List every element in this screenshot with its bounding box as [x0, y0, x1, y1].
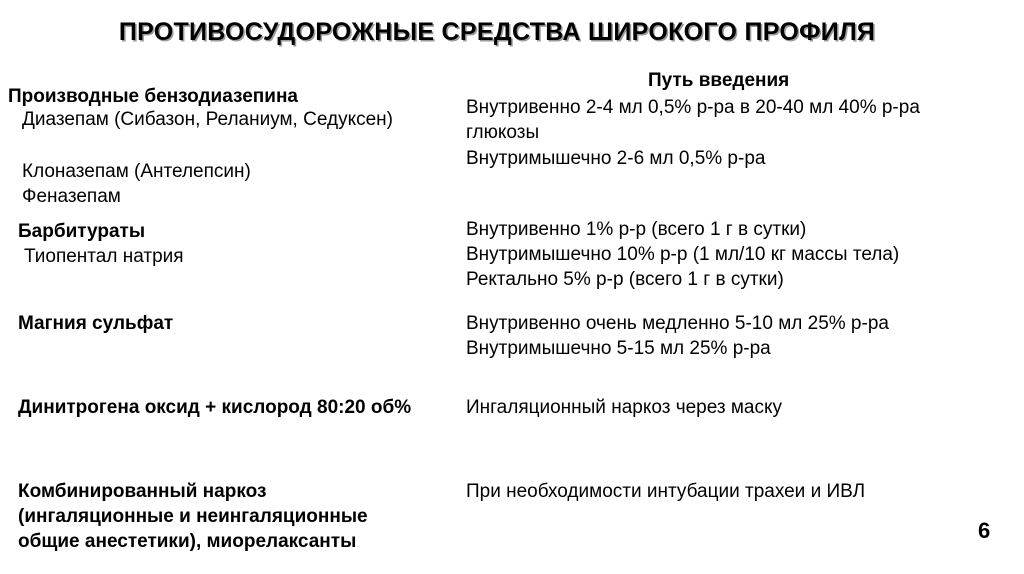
route-barb-rectal: Ректально 5% р-р (всего 1 г в сутки) — [466, 269, 784, 290]
route-mg-iv: Внутривенно очень медленно 5-10 мл 25% р-ра — [466, 313, 889, 334]
route-benzo-im: Внутримышечно 2-6 мл 0,5% р-ра — [466, 148, 766, 169]
route-benzo-iv-cont: глюкозы — [466, 122, 540, 143]
route-barb-iv: Внутривенно 1% р-р (всего 1 г в сутки) — [466, 219, 807, 240]
route-n2o-inhalation: Ингаляционный наркоз через маску — [466, 397, 783, 418]
route-mg-im: Внутримышечно 5-15 мл 25% р-ра — [466, 338, 771, 359]
page-number: 6 — [978, 518, 991, 543]
slide-title: ПРОТИВОСУДОРОЖНЫЕ СРЕДСТВА ШИРОКОГО ПРОФИЛЯ — [118, 18, 876, 46]
group-name-nitrous-oxide: Динитрогена оксид + кислород 80:20 об% — [18, 397, 412, 418]
route-column-header: Путь введения — [648, 70, 790, 91]
route-barb-im: Внутримышечно 10% р-р (1 мл/10 кг массы тела) — [466, 244, 900, 265]
group-name-benzodiazepines: Производные бензодиазепина — [8, 86, 298, 107]
drug-thiopental: Тиопентал натрия — [24, 246, 184, 267]
route-combined-intubation: При необходимости интубации трахеи и ИВЛ — [466, 481, 866, 502]
group-name-combined-anesthesia-line2: (ингаляционные и неингаляционные — [18, 506, 368, 527]
drug-clonazepam: Клоназепам (Антелепсин) — [22, 161, 251, 182]
drug-diazepam: Диазепам (Сибазон, Реланиум, Седуксен) — [22, 109, 393, 130]
group-name-barbiturates: Барбитураты — [18, 221, 146, 242]
drug-phenazepam: Феназепам — [22, 186, 121, 207]
route-benzo-iv: Внутривенно 2-4 мл 0,5% р-ра в 20-40 мл 40% р-ра — [466, 97, 920, 118]
group-name-combined-anesthesia-line1: Комбинированный наркоз — [18, 481, 267, 502]
group-name-combined-anesthesia-line3: общие анестетики), миорелаксанты — [18, 531, 357, 552]
group-name-magnesium-sulfate: Магния сульфат — [18, 313, 174, 334]
